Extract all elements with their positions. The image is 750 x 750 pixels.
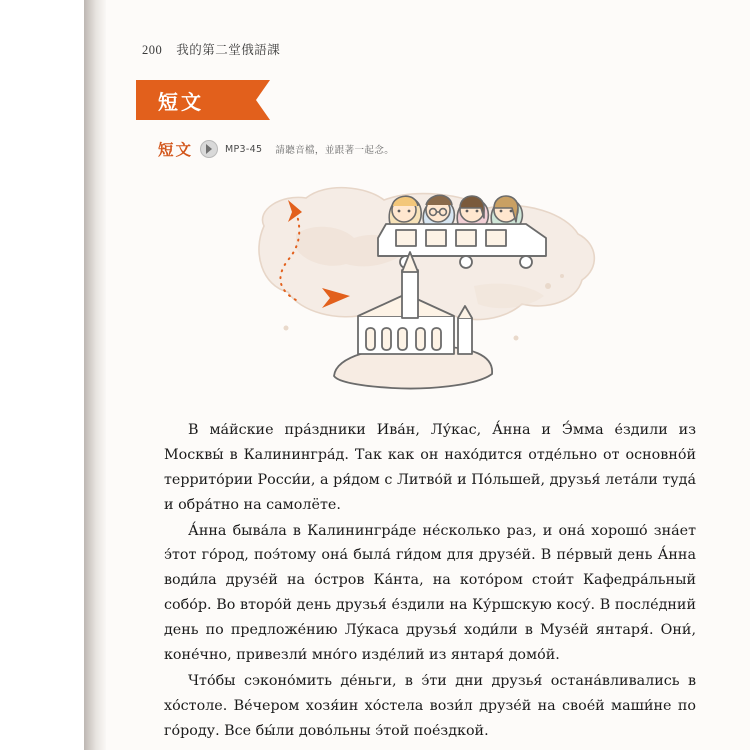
book-title: 我的第二堂俄語課 <box>176 42 281 57</box>
section-banner <box>136 80 256 120</box>
section-banner-label: 短文 <box>158 89 204 114</box>
lesson-illustration <box>226 160 646 410</box>
listening-instruction: 請聽音檔，並跟著一起念。 <box>275 145 395 156</box>
page-content <box>106 0 750 750</box>
train-illustration <box>378 224 546 268</box>
page-number: 200 <box>142 43 163 57</box>
map-illustration-svg <box>226 160 646 410</box>
page-header <box>142 40 280 58</box>
passage-paragraph: А́нна быва́ла в Калинингра́де не́сколько раз, и она́ хорошо́ зна́ет э́тот го́род, поэ́тому она́ была́ ги́дом для друзе́й. В пе́рвый день А́нна води́ла друзе́й на о́стров Ка́нта, на кото́ром стои́т Кафедра́льный собо́р. Во второ́й день друзья́ е́здили на Ку́ршскую косу́. В после́дний день по предложе́нию Лу́каса друзья́ ходи́ли в Музе́й янтаря́. Они́, коне́чно, привезли́ мно́го изде́лий из янтаря́ домо́й. <box>164 522 696 663</box>
passage-paragraph: В ма́йские пра́здники Ива́н, Лу́кас, А́нна и Э́мма е́здили из Москвы́ в Калинингра́д. Так как он нахо́дится отде́льно от основно́й террито́рии Росси́и, а ря́дом с Литво́й и По́льшей, друзья́ лета́ли туда́ и обра́тно на самолёте. <box>164 422 696 513</box>
subsection-heading <box>158 138 394 160</box>
play-circle-icon[interactable] <box>200 140 218 158</box>
subsection-label: 短文 <box>158 141 194 159</box>
page-gutter-shadow <box>84 0 106 750</box>
reading-passage <box>164 418 696 744</box>
page-gutter <box>0 0 84 750</box>
passage-paragraph: Что́бы сэконо́мить де́ньги, в э́ти дни друзья́ остана́вливались в хо́столе. Ве́чером хозя́ин хо́стела вози́л друзе́й на свое́й маши́не по го́роду. Все бы́ли дово́льны э́той пое́здкой. <box>164 672 696 739</box>
audio-track-code: MP3-45 <box>225 143 263 155</box>
